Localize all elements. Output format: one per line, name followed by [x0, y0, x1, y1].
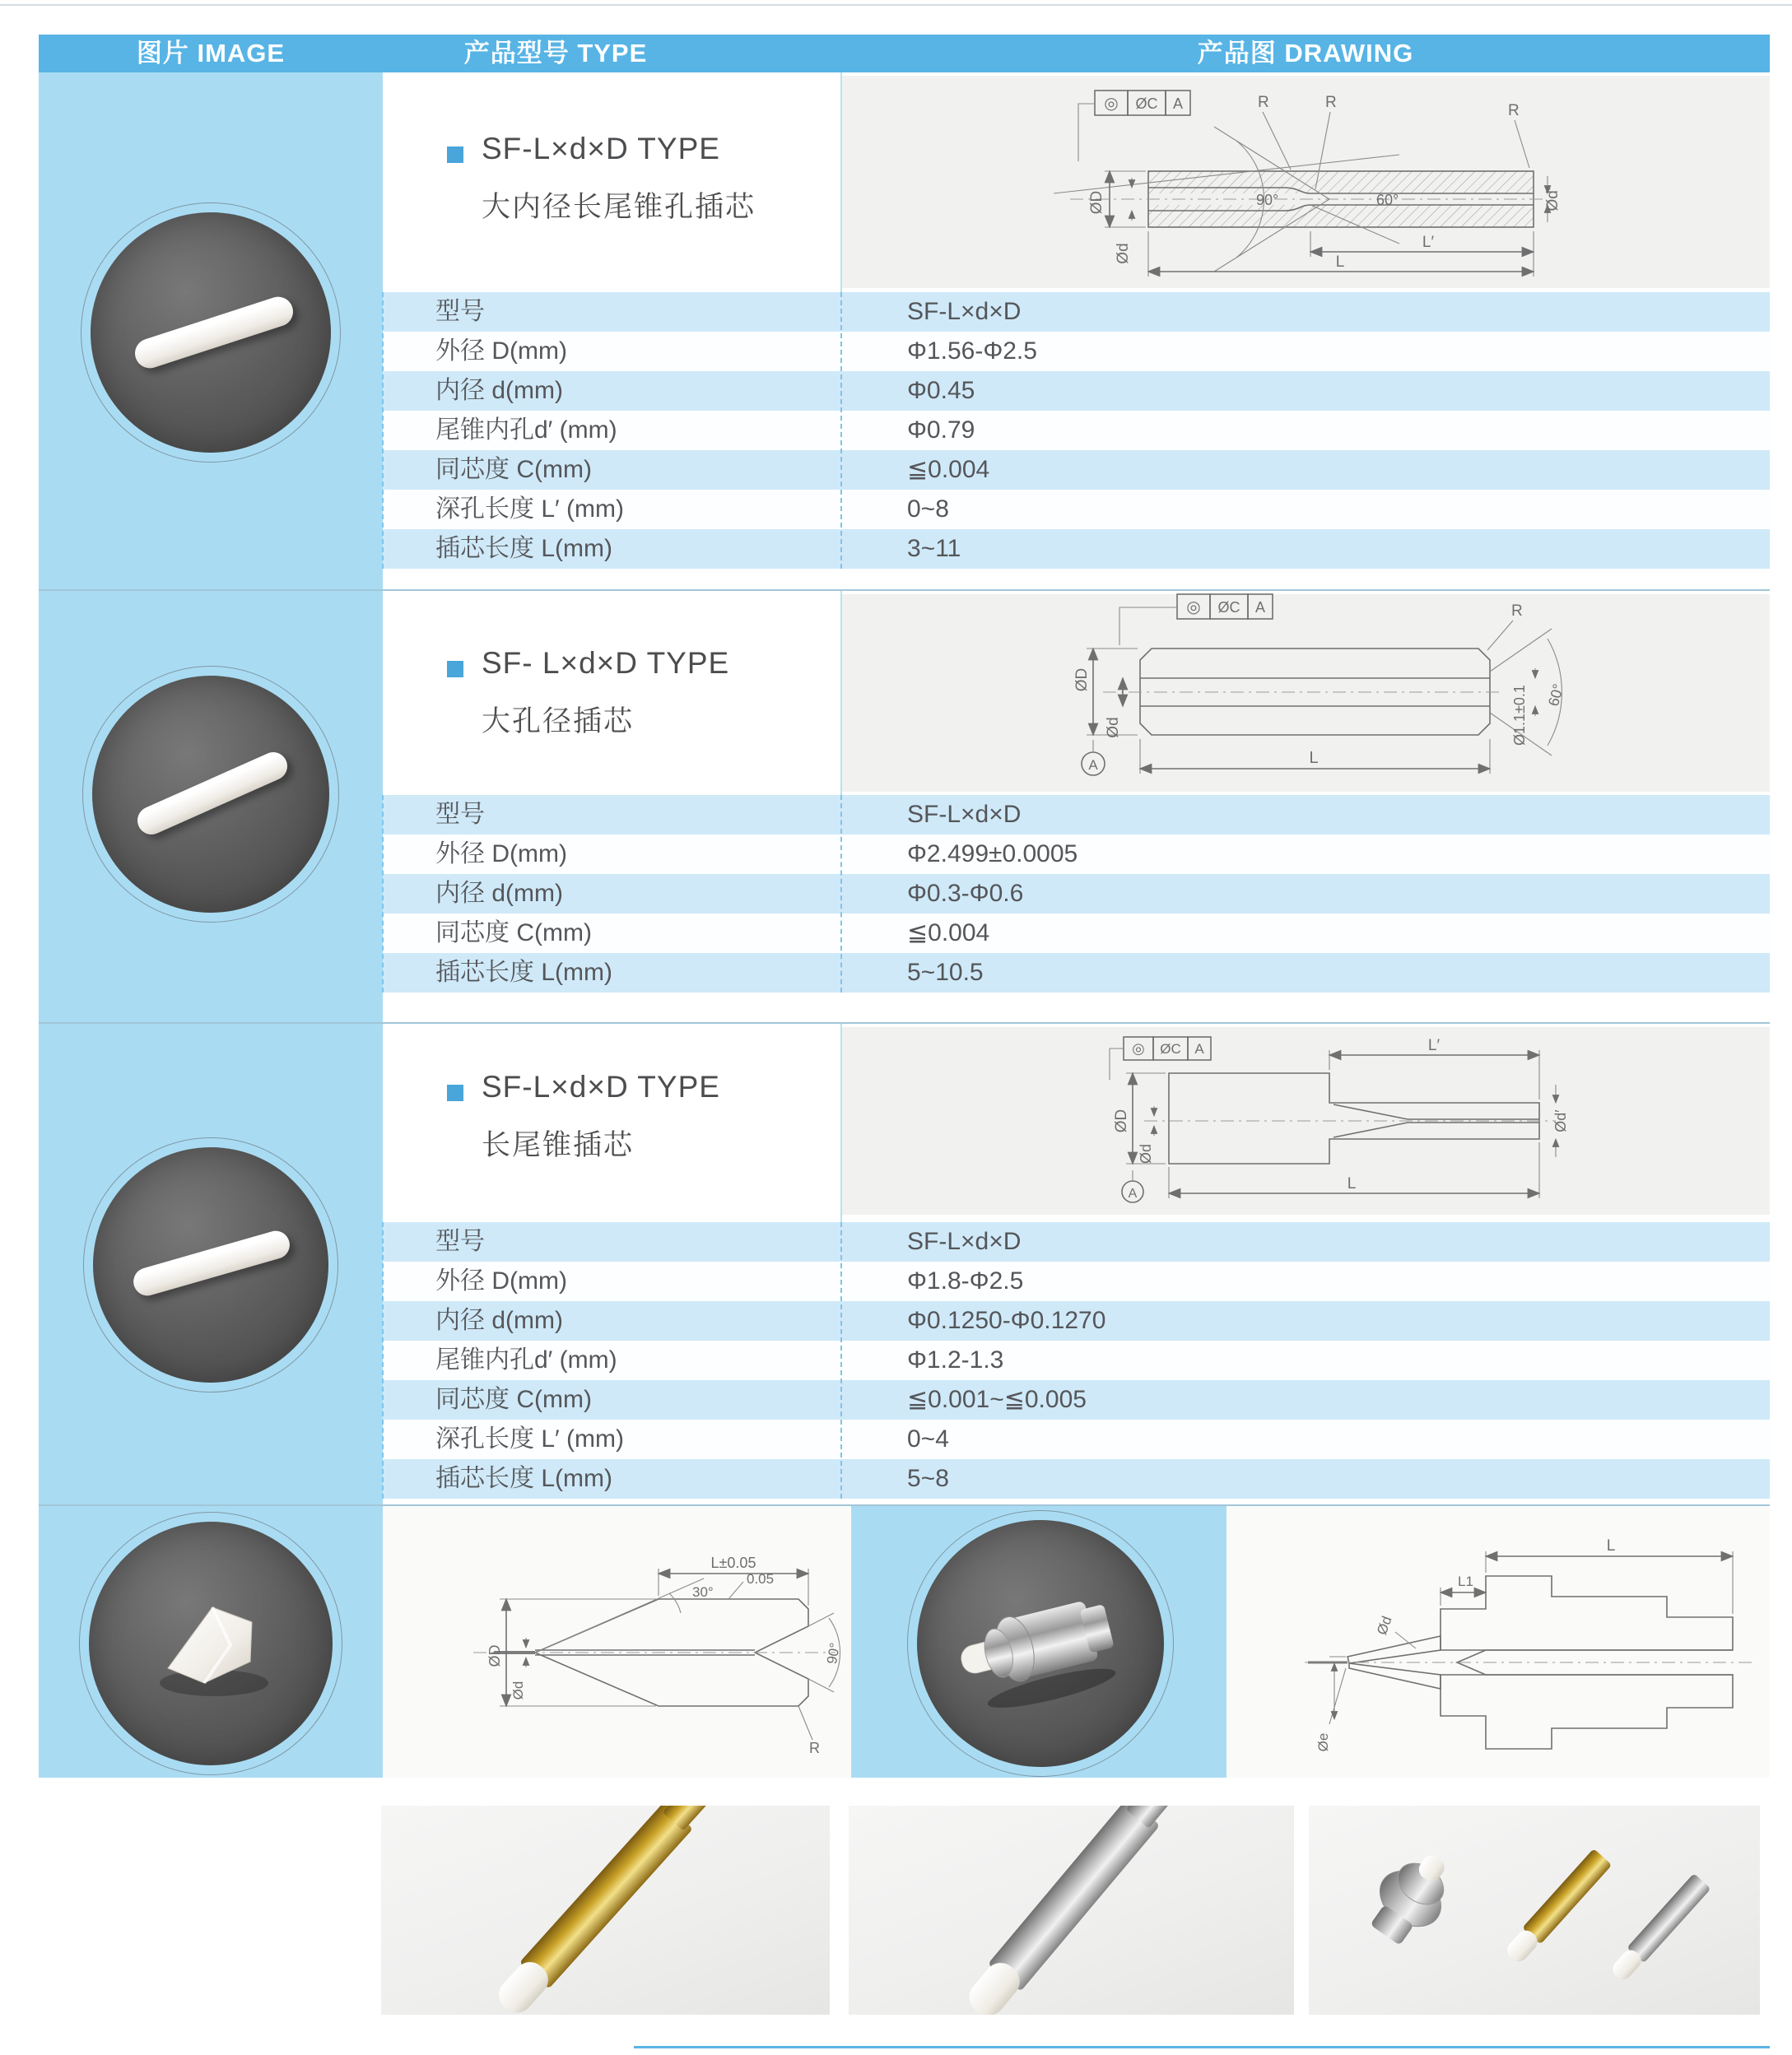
spec-row — [383, 529, 1770, 569]
section-separator — [39, 1504, 1770, 1506]
spec-row — [383, 835, 1770, 874]
drawing-sf-long-tail-cone — [1054, 79, 1564, 285]
spec-value: Φ0.45 — [907, 377, 975, 404]
spec-value: SF-L×d×D — [907, 298, 1022, 325]
spec-label: 型号 — [435, 801, 485, 828]
dim-length: L — [1347, 1175, 1357, 1193]
bullet-icon — [447, 146, 463, 163]
dim-bore-tolerance: Ø1.1±0.1 — [1511, 685, 1528, 746]
spec-row — [383, 874, 1770, 914]
angle-label: 90° — [1256, 192, 1279, 208]
top-rule — [0, 4, 1792, 6]
spec-value: 0~4 — [907, 1425, 949, 1453]
divider — [840, 591, 842, 795]
spec-label: 型号 — [435, 298, 485, 325]
section2-subtitle: 大孔径插芯 — [482, 705, 635, 737]
spec-row — [383, 411, 1770, 450]
spec-label: 同芯度 C(mm) — [435, 1386, 592, 1413]
photo-gold-pin — [381, 1806, 830, 2015]
radius-label: R — [1258, 94, 1269, 111]
spec-row — [383, 1301, 1770, 1341]
spec-label: 外径 D(mm) — [435, 840, 567, 867]
table-divider-dashed — [382, 795, 384, 993]
spec-value: SF-L×d×D — [907, 1228, 1022, 1255]
ceramic-rod — [130, 1228, 293, 1299]
spec-value: 5~8 — [907, 1465, 949, 1492]
spec-row — [383, 1341, 1770, 1380]
dim-bore: Øe — [1315, 1732, 1331, 1752]
spec-row — [383, 1459, 1770, 1499]
drawing-sf-long-tail — [1054, 1030, 1572, 1211]
dim-inner-diameter: Ød — [1138, 1143, 1154, 1165]
dim-tail-bore: Ød′ — [1552, 1109, 1569, 1132]
spec-value: ≦0.004 — [907, 919, 990, 946]
metal-pin — [917, 1520, 1164, 1767]
radius-label: R — [1511, 602, 1523, 620]
dim-outer-diameter: ØD — [486, 1644, 503, 1667]
bullet-icon — [447, 661, 463, 677]
bottom-rule — [634, 2046, 1770, 2048]
dim-outer-diameter: ØD — [1073, 667, 1091, 692]
header-image: 图片 IMAGE — [136, 39, 286, 67]
angle-label: 60° — [1545, 681, 1567, 709]
dim-inner-diameter: Ød — [1374, 1614, 1395, 1638]
tolerance-value: ØC — [1135, 95, 1158, 112]
section2-title: SF- L×d×D TYPE — [482, 646, 730, 680]
spec-row — [383, 1420, 1770, 1459]
spec-row — [383, 1380, 1770, 1420]
dim-length: L — [1606, 1537, 1616, 1555]
spec-value: Φ2.499±0.0005 — [907, 840, 1078, 867]
table-header — [39, 35, 1770, 72]
spec-label: 同芯度 C(mm) — [435, 456, 592, 483]
spec-value: SF-L×d×D — [907, 801, 1022, 828]
spec-row — [383, 332, 1770, 371]
product-photo-metal-pin — [917, 1520, 1164, 1767]
product-photo-ferrule-1 — [91, 212, 331, 453]
tolerance-symbol: ◎ — [1186, 598, 1201, 616]
spec-row — [383, 914, 1770, 953]
dim-deep-hole-length: L′ — [1427, 1037, 1441, 1054]
spec-row — [383, 1222, 1770, 1262]
divider — [840, 72, 842, 292]
dim-inner-diameter: Ød — [1105, 717, 1122, 738]
product-photo-ferrule-3 — [93, 1147, 328, 1383]
header-type: 产品型号 TYPE — [463, 39, 648, 67]
part-group-render — [1309, 1806, 1760, 2015]
spec-label: 内径 d(mm) — [435, 377, 563, 404]
ceramic-rod — [131, 293, 296, 372]
dim-inner-diameter: Ød — [510, 1681, 526, 1700]
spec-value: 0~8 — [907, 495, 949, 523]
table-divider-dashed — [840, 292, 842, 569]
spec-label: 插芯长度 L(mm) — [435, 535, 612, 562]
spec-row — [383, 953, 1770, 993]
spec-value: Φ0.3-Φ0.6 — [907, 880, 1024, 907]
spec-row — [383, 371, 1770, 411]
radius-label: R — [1508, 102, 1520, 119]
section-separator — [39, 1022, 1770, 1024]
spec-value: ≦0.004 — [907, 456, 990, 483]
spec-label: 尾锥内孔d′ (mm) — [435, 416, 617, 444]
section3-title: SF-L×d×D TYPE — [482, 1070, 720, 1104]
radius-label: R — [1325, 94, 1337, 111]
spec-label: 外径 D(mm) — [435, 1267, 567, 1295]
spec-label: 深孔长度 L′ (mm) — [435, 1425, 624, 1453]
spec-row — [383, 292, 1770, 332]
table-divider-dashed — [840, 795, 842, 993]
tolerance-value: ØC — [1160, 1041, 1181, 1057]
dim-outer-diameter: ØD — [1113, 1109, 1130, 1133]
datum-a: A — [1088, 757, 1098, 773]
spec-value: 3~11 — [907, 535, 961, 562]
photo-part-group — [1309, 1806, 1760, 2015]
spec-value: Φ1.8-Φ2.5 — [907, 1267, 1024, 1295]
table-divider-dashed — [382, 1222, 384, 1499]
spec-label: 外径 D(mm) — [435, 337, 567, 365]
spec-row — [383, 795, 1770, 835]
spec-row — [383, 490, 1770, 529]
dim-l1: L1 — [1458, 1574, 1473, 1589]
spec-label: 尾锥内孔d′ (mm) — [435, 1346, 617, 1374]
spec-value: ≦0.001~≦0.005 — [907, 1386, 1087, 1413]
drawing-sf-large-bore — [1054, 581, 1572, 788]
dim-length-tolerance: L±0.05 — [710, 1555, 756, 1571]
angle-label: 60° — [1376, 192, 1399, 208]
angle-label: 30° — [692, 1584, 714, 1600]
drawing-connector-housing — [1272, 1527, 1766, 1765]
section1-subtitle: 大内径长尾锥孔插芯 — [482, 191, 756, 223]
table-divider-dashed — [382, 292, 384, 569]
section3-subtitle: 长尾锥插芯 — [482, 1129, 635, 1161]
header-drawing: 产品图 DRAWING — [1197, 39, 1414, 67]
flatness-value: 0.05 — [747, 1571, 775, 1587]
spec-value: 5~10.5 — [907, 959, 984, 986]
product-photo-cone-ferrule — [89, 1522, 333, 1765]
spec-label: 同芯度 C(mm) — [435, 919, 592, 946]
radius-label: R — [809, 1740, 820, 1755]
photo-silver-pin — [849, 1806, 1294, 2015]
dim-tail-bore: Ød′ — [1544, 187, 1562, 212]
spec-label: 插芯长度 L(mm) — [435, 1465, 612, 1492]
spec-value: Φ1.2-1.3 — [907, 1346, 1004, 1374]
spec-row — [383, 1262, 1770, 1301]
datum-a: A — [1128, 1187, 1138, 1201]
divider — [840, 1024, 842, 1222]
dim-length: L — [1335, 253, 1345, 271]
spec-label: 深孔长度 L′ (mm) — [435, 495, 624, 523]
spec-label: 内径 d(mm) — [435, 1307, 563, 1334]
bullet-icon — [447, 1085, 463, 1101]
tolerance-datum: A — [1172, 95, 1184, 112]
spec-row — [383, 450, 1770, 490]
spec-value: Φ1.56-Φ2.5 — [907, 337, 1037, 365]
tolerance-symbol: ◎ — [1132, 1040, 1145, 1057]
tolerance-datum: A — [1194, 1041, 1204, 1057]
ceramic-cone — [89, 1522, 333, 1765]
spec-value: Φ0.79 — [907, 416, 975, 444]
dim-inner-diameter: Ød — [1115, 243, 1132, 264]
angle-label: 90° — [823, 1641, 844, 1666]
spec-label: 型号 — [435, 1228, 485, 1255]
gold-pin-render — [381, 1806, 830, 2015]
tolerance-datum: A — [1254, 599, 1266, 616]
drawing-cone-ferrule — [457, 1537, 844, 1755]
tolerance-value: ØC — [1217, 599, 1240, 616]
table-divider-dashed — [840, 1222, 842, 1499]
spec-label: 插芯长度 L(mm) — [435, 959, 612, 986]
dim-outer-diameter: ØD — [1088, 190, 1105, 215]
ceramic-rod — [133, 748, 292, 839]
silver-pin-render — [849, 1806, 1294, 2015]
tolerance-symbol: ◎ — [1104, 95, 1119, 113]
spec-label: 内径 d(mm) — [435, 880, 563, 907]
product-photo-ferrule-2 — [92, 676, 329, 913]
dim-deep-hole-length: L′ — [1422, 234, 1435, 251]
section1-title: SF-L×d×D TYPE — [482, 132, 720, 165]
spec-value: Φ0.1250-Φ0.1270 — [907, 1307, 1106, 1334]
dim-length: L — [1309, 749, 1319, 767]
